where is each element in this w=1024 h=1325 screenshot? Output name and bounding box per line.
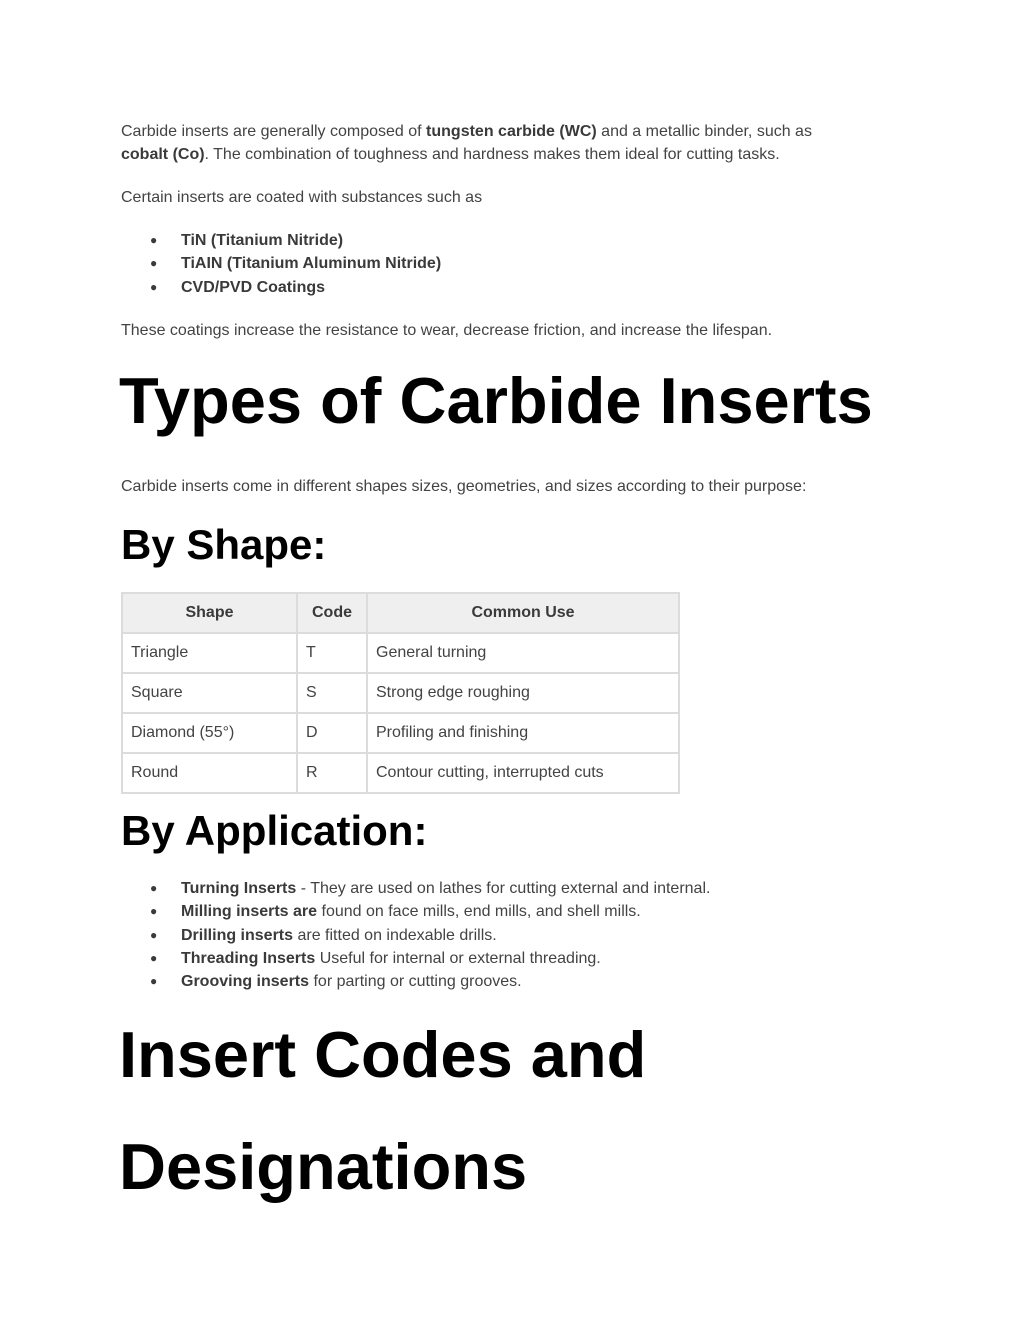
intro-bold-cobalt: cobalt (Co) [121, 146, 205, 163]
bullet-icon: ● [150, 950, 158, 965]
intro-bold-tungsten: tungsten carbide (WC) [426, 123, 597, 140]
insert-codes-heading-line-1: Insert Codes and [119, 1018, 647, 1091]
bullet-icon: ● [150, 881, 158, 895]
types-intro: Carbide inserts come in different shapes sizes, geometries, and sizes according to their purpose: [121, 478, 807, 495]
bullet-icon: ● [150, 233, 158, 247]
list-item: ● TiAIN (Titanium Aluminum Nitride) [121, 252, 441, 275]
table-cell: Profiling and finishing [367, 713, 679, 753]
intro-paragraph-1 [121, 120, 812, 166]
table-row [122, 713, 679, 753]
bullet-icon: ● [150, 927, 158, 942]
list-item: ● Milling inserts are found on face mills, end mills, and shell mills. [121, 900, 710, 923]
table-cell: D [297, 713, 367, 753]
table-cell: Contour cutting, interrupted cuts [367, 753, 679, 793]
bullet-icon: ● [150, 904, 158, 919]
list-item: ● Grooving inserts for parting or cutting grooves. [121, 970, 710, 993]
table-cell: Round [122, 753, 297, 793]
list-item: ● Drilling inserts are fitted on indexable drills. [121, 924, 710, 947]
table-row [122, 673, 679, 713]
table-cell: Triangle [122, 633, 297, 673]
insert-codes-heading-line-2: Designations [119, 1130, 528, 1203]
intro-paragraph-3: These coatings increase the resistance to wear, decrease friction, and increase the lifespan. [121, 322, 773, 339]
column-header-common-use: Common Use [367, 593, 679, 633]
types-heading: Types of Carbide Inserts [119, 364, 873, 437]
list-item: ● Threading Inserts Useful for internal or external threading. [121, 947, 710, 970]
table-cell: Strong edge roughing [367, 673, 679, 713]
column-header-code: Code [297, 593, 367, 633]
intro-text: Carbide inserts are generally composed of [121, 123, 427, 140]
table-header-row [122, 593, 679, 633]
list-item: ● Turning Inserts - They are used on lathes for cutting external and internal. [121, 877, 710, 900]
table-cell: Square [122, 673, 297, 713]
bullet-icon: ● [150, 974, 158, 989]
table-cell: General turning [367, 633, 679, 673]
intro-text: . The combination of toughness and hardness makes them ideal for cutting tasks. [204, 146, 780, 163]
by-shape-heading: By Shape: [121, 521, 327, 568]
list-item: ● TiN (Titanium Nitride) [121, 229, 441, 252]
coatings-list [121, 229, 441, 299]
table-row [122, 753, 679, 793]
bullet-icon: ● [150, 256, 158, 271]
intro-paragraph-2: Certain inserts are coated with substances such as [121, 189, 483, 206]
column-header-shape: Shape [122, 593, 297, 633]
table-cell: S [297, 673, 367, 713]
list-item: ● CVD/PVD Coatings [121, 276, 441, 299]
intro-text: and a metallic binder, such as [596, 123, 812, 140]
table-cell: R [297, 753, 367, 793]
table-row [122, 633, 679, 673]
table-cell: Diamond (55°) [122, 713, 297, 753]
bullet-icon: ● [150, 279, 158, 294]
application-list [121, 877, 710, 993]
by-application-heading: By Application: [121, 807, 428, 854]
table-cell: T [297, 633, 367, 673]
shape-table [121, 592, 680, 794]
